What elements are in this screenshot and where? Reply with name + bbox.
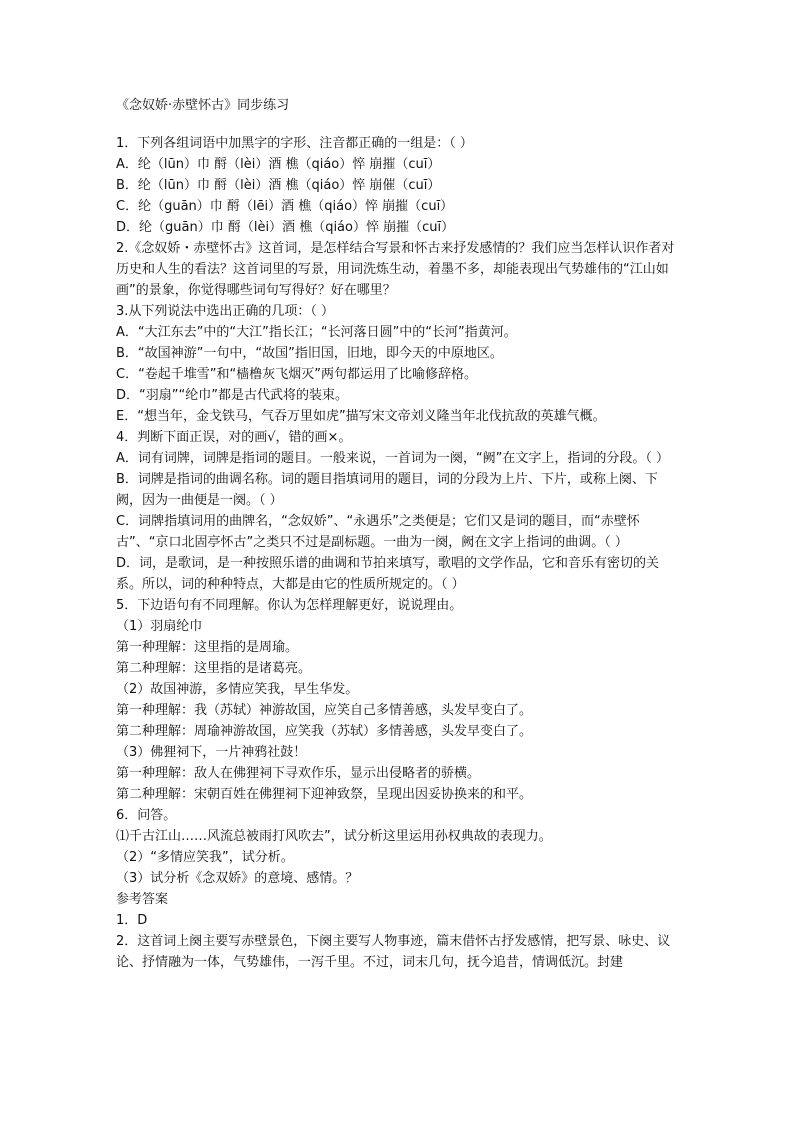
q6-sub-2: （2）“多情应笑我”，试分析。 [116, 850, 294, 865]
document-title: 《念奴娇·赤壁怀古》同步练习 [116, 98, 290, 113]
answer-1: 1．D [116, 913, 148, 928]
q1-option-d: D．纶（guān）巾 酹（lèi）酒 樵（qiáo）悴 崩摧（cuī） [116, 220, 455, 235]
answer-2: 2．这首词上阕主要写赤壁景色，下阕主要写人物事迹，篇末借怀古抒发感情，把写景、咏史、议论、抒情融为一体，气势雄伟，一泻千里。不过，词末几句，抚今追昔，情调低沉。封建 [116, 934, 671, 970]
q3-option-a: A．“大江东去”中的“大江”指长江；“长河落日圆”中的“长河”指黄河。 [116, 325, 517, 340]
q4-item-c: C．词牌指填词用的曲牌名，“念奴娇”、“永遇乐”之类便是；它们又是词的题目，而“赤壁怀古”、“京口北固亭怀古”之类只不过是副标题。一曲为一阕，阙在文字上指词的曲调。（ ） [116, 514, 640, 550]
q5-sub-3-view-2: 第二种理解：宋朝百姓在佛狸祠下迎神致祭，呈现出因妥协换来的和平。 [116, 787, 533, 802]
q5-sub-2-view-1: 第一种理解：我（苏轼）神游故国，应笑自己多情善感，头发早变白了。 [116, 703, 533, 718]
q2-stem: 2.《念奴娇・赤壁怀古》这首词，是怎样结合写景和怀古来抒发感情的？我们应当怎样认识作者对历史和人生的看法？这首词里的写景，用词洗炼生动，着墨不多，却能表现出气势雄伟的“江山如画”的景象，你觉得哪些词句写得好？好在哪里？ [116, 241, 675, 298]
q5-sub-3: （3）佛狸祠下，一片神鸦社鼓！ [116, 745, 307, 760]
q1-option-a: A．纶（lūn）巾 酹（lèi）酒 樵（qiáo）悴 崩摧（cuī） [116, 157, 441, 172]
q5-sub-2-view-2: 第二种理解：周瑜神游故国，应笑我（苏轼）多情善感，头发早变白了。 [116, 724, 533, 739]
q6-sub-3: （3）试分析《念双娇》的意境、感情。？ [116, 871, 359, 886]
q1-option-c: C．纶（guān）巾 酹（lēi）酒 樵（qiáo）悴 崩摧（cuī） [116, 199, 454, 214]
q6-stem: 6．问答。 [116, 808, 177, 823]
document-page [116, 96, 682, 973]
q3-option-c: C．“卷起千堆雪”和“樯橹灰飞烟灭”两句都运用了比喻修辞格。 [116, 367, 478, 382]
q5-sub-2: （2）故国神游，多情应笑我，早生华发。 [116, 682, 359, 697]
q4-item-d: D．词，是歌词，是一种按照乐谱的曲调和节拍来填写，歌唱的文学作品，它和音乐有密切的关系。所以，词的种种特点，大都是由它的性质所规定的。（ ） [116, 556, 660, 592]
q5-sub-3-view-1: 第一种理解：敌人在佛狸祠下寻欢作乐，显示出侵略者的骄横。 [116, 766, 481, 781]
q3-option-d: D．“羽扇”“纶巾”都是古代武将的装束。 [116, 388, 348, 403]
q3-option-e: E．“想当年，金戈铁马，气吞万里如虎”描写宋文帝刘义隆当年北伐抗敌的英雄气概。 [116, 409, 606, 424]
q6-sub-1: ⑴千古江山……风流总被雨打风吹去”，试分析这里运用孙权典故的表现力。 [116, 829, 552, 844]
q3-stem: 3.从下列说法中选出正确的几项：（ ） [116, 304, 335, 319]
answers-heading: 参考答案 [116, 892, 169, 907]
q5-sub-1-view-2: 第二种理解：这里指的是诸葛亮。 [116, 661, 312, 676]
q4-item-a: A．词有词牌，词牌是指词的题目。一般来说，一首词为一阕，“阙”在文字上，指词的分段。（ ） [116, 451, 669, 466]
q3-option-b: B．“故国神游”一句中，“故国”指旧国，旧地，即今天的中原地区。 [116, 346, 503, 361]
q5-sub-1: （1）羽扇纶巾 [116, 619, 203, 634]
q4-stem: 4．判断下面正误，对的画√，错的画×。 [116, 430, 352, 445]
q5-stem: 5．下边语句有不同理解。你认为怎样理解更好，说说理由。 [116, 598, 463, 613]
q1-option-b: B．纶（lūn）巾 酹（lèi）酒 樵（qiáo）悴 崩催（cuī） [116, 178, 441, 193]
q5-sub-1-view-1: 第一种理解：这里指的是周瑜。 [116, 640, 299, 655]
q1-stem: 1．下列各组词语中加黑字的字形、注音都正确的一组是：（ ） [116, 136, 473, 151]
q4-item-b: B．词牌是指词的曲调名称。词的题目指填词用的题目，词的分段为上片、下片，或称上阕、下阙，因为一曲便是一阕。（ ） [116, 472, 658, 508]
